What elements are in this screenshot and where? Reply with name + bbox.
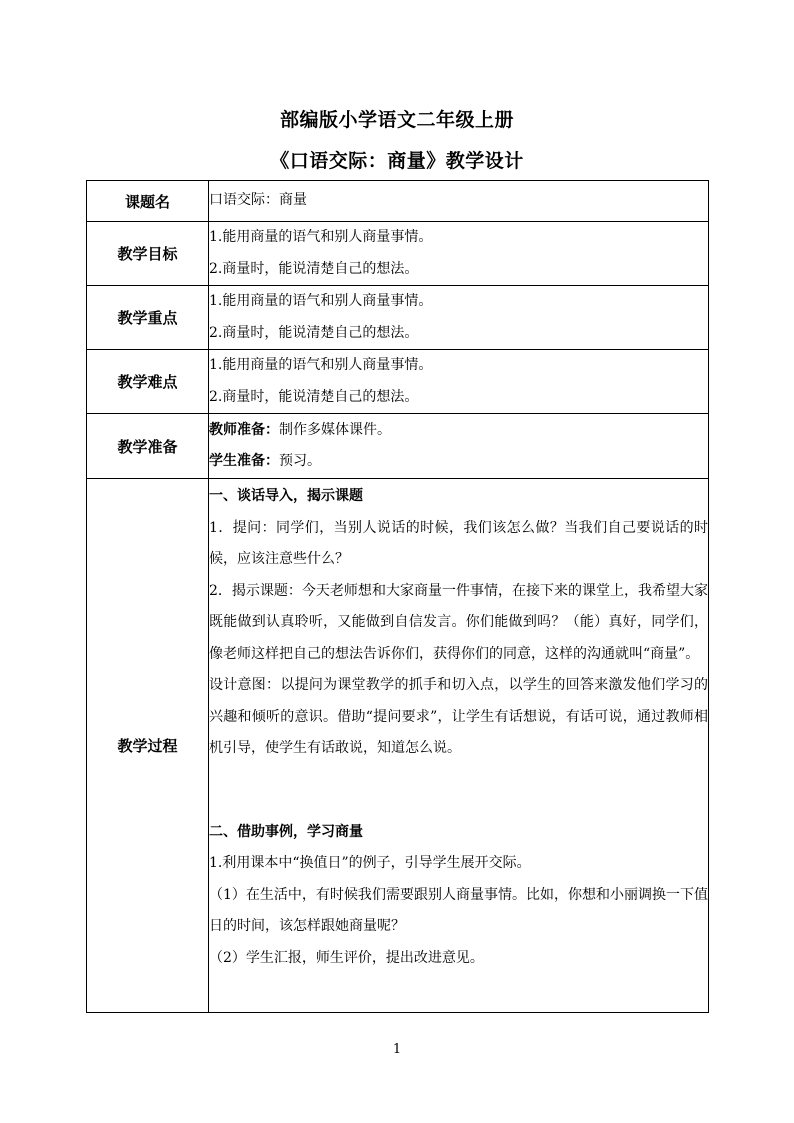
row-value-process: [209, 479, 709, 1013]
process-paragraph-1: 1．提问：同学们，当别人说话的时候，我们该怎么做？当我们自己要说话的时候，应该注意些什么？: [209, 519, 708, 567]
page-number: 1: [392, 1042, 402, 1057]
topic-text: 口语交际：商量: [209, 192, 307, 209]
table-row-preparation: [87, 414, 709, 479]
process-paragraph-5: （1）在生活中，有时候我们需要跟别人商量事情。比如，你想和小丽调换一下值日的时间，该怎样跟她商量呢？: [209, 886, 708, 934]
lesson-plan-table: [86, 180, 709, 1013]
process-paragraph-6: （2）学生汇报，师生评价，提出改进意见。: [209, 949, 484, 966]
process-spacer: [209, 765, 708, 817]
row-label-key-points: 教学重点: [87, 286, 209, 350]
row-value-key-points: [209, 286, 709, 350]
teacher-preparation-value: 制作多媒体课件。: [279, 421, 391, 438]
row-value-objectives: [209, 222, 709, 286]
row-value-preparation: [209, 414, 709, 479]
document-title-line1: 部编版小学语文二年级上册: [279, 109, 514, 131]
difficulty-line-2: 2.商量时，能说清楚自己的想法。: [209, 388, 419, 405]
key-point-line-2: 2.商量时，能说清楚自己的想法。: [209, 324, 419, 341]
student-preparation-label: 学生准备：: [209, 453, 279, 469]
teacher-preparation-label: 教师准备：: [209, 421, 279, 438]
row-label-difficulties: 教学难点: [87, 350, 209, 414]
process-section2-title: 二、借助事例，学习商量: [209, 823, 363, 840]
row-label-process: 教学过程: [87, 479, 209, 1013]
row-label-preparation: 教学准备: [87, 414, 209, 479]
objective-line-2: 2.商量时，能说清楚自己的想法。: [209, 260, 419, 277]
student-preparation-value: 预习。: [279, 453, 321, 469]
process-paragraph-4: 1.利用课本中“换值日”的例子，引导学生展开交际。: [209, 855, 531, 871]
teacher-preparation: [209, 415, 708, 447]
table-row-topic: [87, 181, 709, 222]
row-label-topic: 课题名: [87, 181, 209, 222]
row-label-objectives: 教学目标: [87, 222, 209, 286]
difficulty-line-1: 1.能用商量的语气和别人商量事情。: [209, 357, 433, 373]
table-row-objectives: [87, 222, 709, 286]
table-row-difficulties: [87, 350, 709, 414]
key-point-line-1: 1.能用商量的语气和别人商量事情。: [209, 293, 433, 309]
document-title-line2: 《口语交际：商量》教学设计: [270, 150, 524, 172]
student-preparation: [209, 446, 708, 478]
process-section1-title: 一、谈话导入，揭示课题: [209, 488, 363, 504]
row-value-topic: [209, 181, 709, 222]
objective-line-1: 1.能用商量的语气和别人商量事情。: [209, 229, 433, 245]
table-row-process: [87, 479, 709, 1013]
process-paragraph-2: 2．揭示课题：今天老师想和大家商量一件事情，在接下来的课堂上，我希望大家既能做到认真聆听，又能做到自信发言。你们能做到吗？（能）真好，同学们，像老师这样把自己的想法告诉你们，获得你们的同意，这样的沟通就叫“商量”。: [209, 582, 708, 662]
row-value-difficulties: [209, 350, 709, 414]
table-row-key-points: [87, 286, 709, 350]
process-design-intent: 设计意图：以提问为课堂教学的抓手和切入点，以学生的回答来激发他们学习的兴趣和倾听的意识。借助“提问要求”，让学生有话想说，有话可说，通过教师相机引导，使学生有话敢说，知道怎么说。: [209, 677, 708, 756]
